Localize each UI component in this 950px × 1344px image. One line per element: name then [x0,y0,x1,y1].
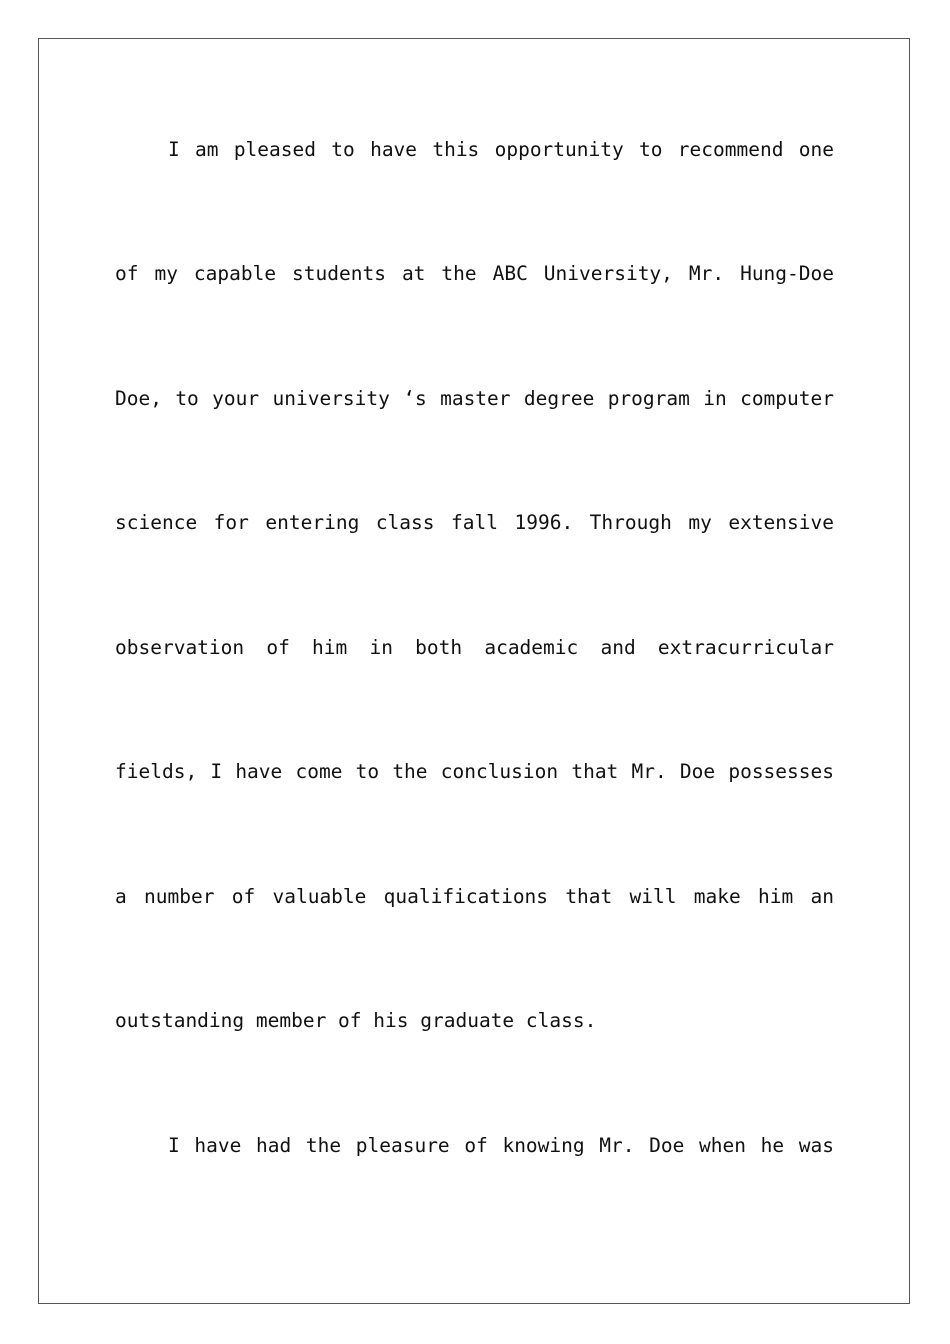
paragraph-1-line-6: fields, I have come to the conclusion that Mr. Doe possesses [115,760,834,783]
paragraph-1-line-7: a number of valuable qualifications that will make him an [115,885,834,908]
paragraph-2-line-1: I have had the pleasure of knowing Mr. Doe when he was [168,1134,834,1157]
page-frame [38,38,910,1304]
paragraph-1-line-4: science for entering class fall 1996. Through my extensive [115,511,834,534]
paragraph-1-line-1: I am pleased to have this opportunity to recommend one [168,138,834,161]
paragraph-1-line-3: Doe, to your university ‘s master degree program in computer [115,387,834,410]
paragraph-1-line-5: observation of him in both academic and extracurricular [115,636,834,659]
paragraph-1-line-2: of my capable students at the ABC University, Mr. Hung-Doe [115,262,834,285]
paragraph-1-line-8: outstanding member of his graduate class. [115,1009,597,1032]
